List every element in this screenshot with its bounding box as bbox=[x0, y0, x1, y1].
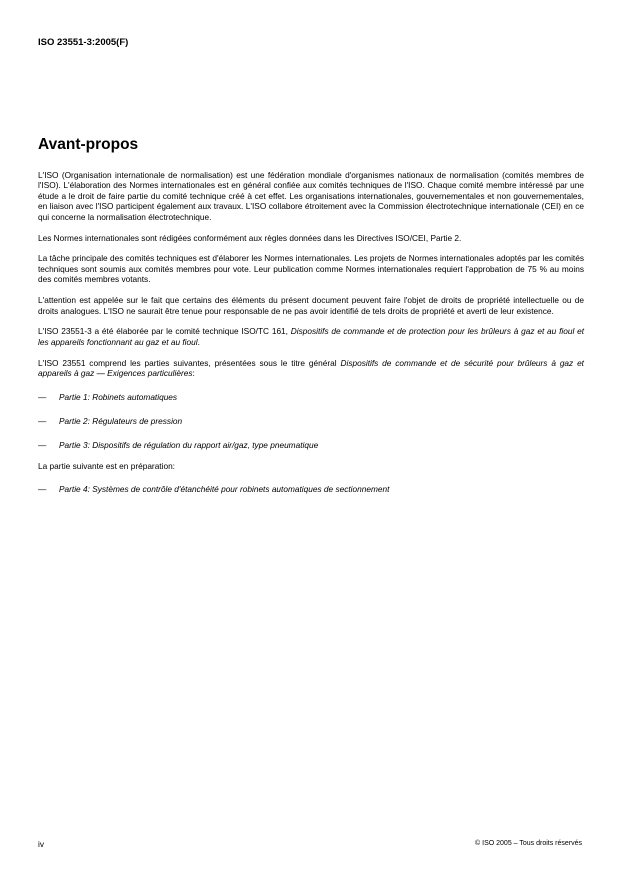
paragraph-patent-rights: L'attention est appelée sur le fait que certains des éléments du présent document peuvent faire l'objet de droits de propriété intellectuelle ou de droits analogues. L'ISO ne saurait être tenue pour responsable de ne pas avoir identifié de tels droits de propriété et averti de leur existence. bbox=[38, 295, 584, 316]
prepared-by-text: L'ISO 23551-3 a été élaborée par le comité technique ISO/TC 161, bbox=[38, 326, 291, 337]
prepared-by-suffix: . bbox=[197, 336, 200, 347]
list-item bbox=[38, 416, 584, 426]
committee-title: Dispositifs de commande et de protection pour les brûleurs à gaz et au fioul et les appareils fonctionnant au gaz et au fioul bbox=[38, 326, 584, 347]
dash-bullet: — bbox=[38, 440, 47, 451]
part-3-title: Partie 3: Dispositifs de régulation du rapport air/gaz, type pneumatique bbox=[59, 440, 319, 451]
list-item bbox=[38, 440, 584, 450]
paragraph-technical-committees: La tâche principale des comités techniques est d'élaborer les Normes internationales. Les projets de Normes internationales adoptés par les comités techniques sont soumis aux comités membres pour vote. Leur publication comme Normes internationales requiert l'approbation de 75 % au moins des comités membres votants. bbox=[38, 253, 584, 285]
document-body bbox=[38, 170, 584, 509]
part-4-title: Partie 4: Systèmes de contrôle d'étanchéité pour robinets automatiques de sectionnement bbox=[59, 484, 390, 495]
list-item bbox=[38, 392, 584, 402]
parts-intro-suffix: : bbox=[192, 368, 195, 379]
list-item bbox=[38, 484, 584, 494]
part-1-title: Partie 1: Robinets automatiques bbox=[59, 391, 178, 402]
paragraph-in-preparation: La partie suivante est en préparation: bbox=[38, 460, 175, 471]
general-title: Dispositifs de commande et de sécurité pour brûleurs à gaz et appareils à gaz — Exigences particulières bbox=[38, 357, 584, 379]
paragraph-prepared-by bbox=[38, 326, 584, 347]
part-2-title: Partie 2: Régulateurs de pression bbox=[59, 416, 183, 426]
page-title: Avant-propos bbox=[38, 136, 139, 153]
dash-bullet: — bbox=[38, 484, 47, 495]
copyright-notice: © ISO 2005 – Tous droits réservés bbox=[475, 840, 582, 847]
paragraph-iso-organisation: L'ISO (Organisation internationale de normalisation) est une fédération mondiale d'organismes nationaux de normalisation (comités membres de l'ISO). L'élaboration des Normes internationales est en général confiée aux comités techniques de l'ISO. Chaque comité membre intéressé par une étude a le droit de faire partie du comité technique créé à cet effet. Les organisations internationales, gouvernementales et non gouvernementales, en liaison avec l'ISO participent également aux travaux. L'ISO collabore étroitement avec la Commission électrotechnique internationale (CEI) en ce qui concerne la normalisation électrotechnique. bbox=[38, 170, 584, 222]
paragraph-parts-intro bbox=[38, 358, 584, 379]
dash-bullet: — bbox=[38, 416, 47, 426]
parts-intro-text: L'ISO 23551 comprend les parties suivantes, présentées sous le titre général bbox=[38, 357, 341, 368]
page-number: iv bbox=[38, 839, 44, 849]
dash-bullet: — bbox=[38, 391, 47, 402]
document-id: ISO 23551-3:2005(F) bbox=[38, 37, 129, 48]
paragraph-directives: Les Normes internationales sont rédigées conformément aux règles données dans les Directives ISO/CEI, Partie 2. bbox=[38, 232, 462, 243]
